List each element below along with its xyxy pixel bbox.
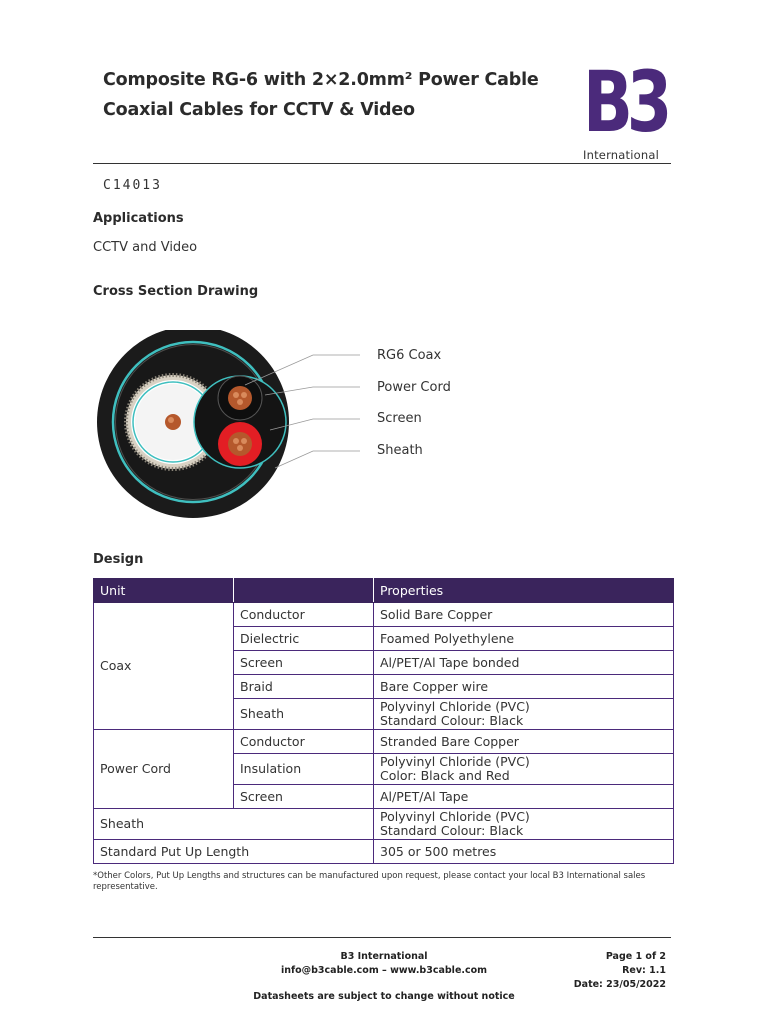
applications-text: CCTV and Video	[93, 240, 198, 255]
coax-value	[374, 699, 674, 730]
table-header-row	[94, 579, 674, 603]
sheath-material: Polyvinyl Chloride (PVC)	[380, 809, 530, 824]
b3-logo: B3	[583, 53, 667, 151]
coax-value: Bare Copper wire	[374, 675, 674, 699]
insulation-material: Polyvinyl Chloride (PVC)	[380, 754, 530, 769]
title-line-1: Composite RG-6 with 2×2.0mm² Power Cable	[103, 70, 539, 90]
coax-item: Conductor	[234, 603, 374, 627]
coax-sheath-colour: Standard Colour: Black	[380, 713, 524, 728]
table-row	[94, 840, 674, 864]
footer-contact: info@b3cable.com – www.b3cable.com	[280, 965, 488, 976]
table-row	[94, 603, 674, 627]
title-line-2: Coaxial Cables for CCTV & Video	[103, 100, 415, 120]
footer-rev: Rev: 1.1	[622, 965, 666, 976]
footer-company: B3 International	[340, 951, 428, 962]
design-note: *Other Colors, Put Up Lengths and structures can be manufactured upon request, please contact your local B3 International sales representative.	[93, 871, 646, 892]
power-item: Insulation	[234, 754, 374, 785]
coax-item: Dielectric	[234, 627, 374, 651]
coax-value: Foamed Polyethylene	[374, 627, 674, 651]
coax-value: Al/PET/Al Tape bonded	[374, 651, 674, 675]
cross-section-heading: Cross Section Drawing	[93, 284, 259, 299]
document-code: C14013	[103, 178, 162, 193]
power-value: Stranded Bare Copper	[374, 730, 674, 754]
unit-coax: Coax	[94, 603, 234, 730]
header-properties: Properties	[374, 579, 674, 603]
header-divider	[93, 163, 671, 164]
header-unit: Unit	[94, 579, 234, 603]
label-sheath: Sheath	[377, 443, 423, 458]
sheath-colour: Standard Colour: Black	[380, 823, 524, 838]
insulation-colour: Color: Black and Red	[380, 768, 510, 783]
unit-put-up-length: Standard Put Up Length	[94, 840, 374, 864]
logo-subtext: International	[583, 148, 659, 162]
power-item: Screen	[234, 785, 374, 809]
applications-heading: Applications	[93, 211, 184, 226]
power-value	[374, 754, 674, 785]
footer-date: Date: 23/05/2022	[573, 979, 666, 990]
footer-divider	[93, 937, 671, 938]
coax-sheath-material: Polyvinyl Chloride (PVC)	[380, 699, 530, 714]
sheath-value	[374, 809, 674, 840]
footer-disclaimer: Datasheets are subject to change without notice	[253, 991, 515, 1002]
power-value: Al/PET/Al Tape	[374, 785, 674, 809]
unit-sheath: Sheath	[94, 809, 374, 840]
design-table	[93, 578, 674, 864]
put-up-value: 305 or 500 metres	[374, 840, 674, 864]
footer-page: Page 1 of 2	[605, 951, 666, 962]
label-screen: Screen	[377, 411, 422, 426]
power-item: Conductor	[234, 730, 374, 754]
coax-item: Braid	[234, 675, 374, 699]
header-blank	[234, 579, 374, 603]
table-row	[94, 809, 674, 840]
unit-power-cord: Power Cord	[94, 730, 234, 809]
coax-value: Solid Bare Copper	[374, 603, 674, 627]
table-row	[94, 730, 674, 754]
cross-section-drawing	[95, 330, 385, 520]
label-power-cord: Power Cord	[377, 380, 451, 395]
coax-item: Screen	[234, 651, 374, 675]
label-rg6-coax: RG6 Coax	[377, 348, 442, 363]
coax-item: Sheath	[234, 699, 374, 730]
design-heading: Design	[93, 552, 144, 567]
